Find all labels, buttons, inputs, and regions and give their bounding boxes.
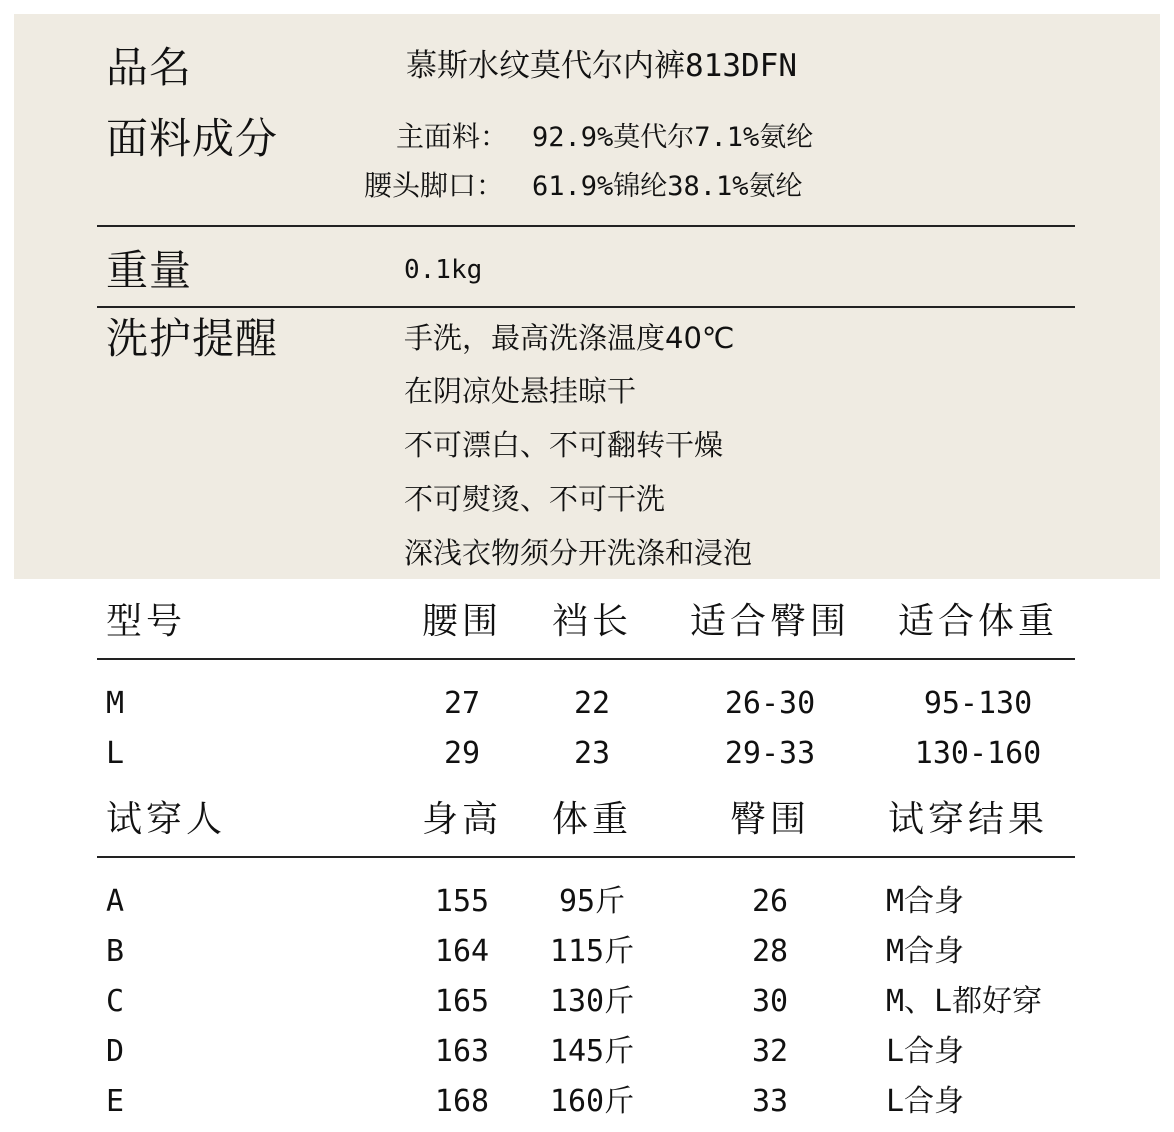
trial-header-result: 试穿结果: [888, 799, 1049, 840]
size-cell-rise: 23: [573, 736, 611, 771]
size-header-waist: 腰围: [421, 601, 502, 642]
weight-label: 重量: [106, 246, 193, 295]
trial-cell-person: B: [106, 934, 125, 969]
care-item: 不可熨烫、不可干洗: [404, 482, 666, 516]
fabric-label: 面料成分: [106, 114, 279, 163]
trial-cell-weight: 115斤: [549, 934, 635, 969]
trial-cell-result: M合身: [886, 934, 965, 969]
size-table-divider: [97, 658, 1075, 660]
trial-cell-result: M合身: [886, 884, 965, 919]
size-cell-weight: 95-130: [923, 686, 1033, 721]
size-cell-weight: 130-160: [914, 736, 1042, 771]
care-label: 洗护提醒: [106, 314, 279, 363]
size-header-weight: 适合体重: [897, 601, 1058, 642]
divider-2: [97, 306, 1075, 308]
trial-cell-person: A: [106, 884, 125, 919]
trial-cell-hip: 33: [751, 1084, 789, 1119]
care-item: 手洗，最高洗涤温度40℃: [404, 321, 735, 355]
trial-table-divider: [97, 856, 1075, 858]
trial-cell-weight: 130斤: [549, 984, 635, 1019]
trial-cell-height: 163: [434, 1034, 490, 1069]
trial-cell-result: L合身: [886, 1034, 965, 1069]
trial-cell-height: 165: [434, 984, 490, 1019]
care-item: 不可漂白、不可翻转干燥: [404, 428, 724, 462]
care-item: 在阴凉处悬挂晾干: [404, 374, 637, 408]
fabric-waist-value: 61.9%锦纶38.1%氨纶: [532, 171, 803, 202]
trial-cell-person: E: [106, 1084, 125, 1119]
size-header-hip: 适合臀围: [689, 601, 850, 642]
trial-cell-weight: 145斤: [549, 1034, 635, 1069]
size-cell-waist: 27: [443, 686, 481, 721]
name-value: 慕斯水纹莫代尔内裤813DFN: [406, 48, 797, 84]
weight-value: 0.1kg: [404, 255, 483, 285]
size-header-model: 型号: [106, 601, 187, 642]
size-cell-waist: 29: [443, 736, 481, 771]
name-label: 品名: [106, 43, 193, 92]
trial-header-height: 身高: [421, 799, 502, 840]
trial-cell-height: 168: [434, 1084, 490, 1119]
size-cell-model: L: [106, 736, 125, 771]
size-cell-rise: 22: [573, 686, 611, 721]
fabric-main-value: 92.9%莫代尔7.1%氨纶: [532, 122, 814, 153]
care-item: 深浅衣物须分开洗涤和浸泡: [404, 536, 753, 570]
size-header-rise: 裆长: [551, 601, 632, 642]
trial-cell-weight: 160斤: [549, 1084, 635, 1119]
trial-header-person: 试穿人: [106, 799, 227, 840]
trial-cell-weight: 95斤: [558, 884, 626, 919]
trial-cell-result: L合身: [886, 1084, 965, 1119]
divider-1: [97, 225, 1075, 227]
trial-header-hip: 臀围: [729, 799, 810, 840]
trial-cell-person: C: [106, 984, 125, 1019]
trial-cell-height: 155: [434, 884, 490, 919]
trial-cell-result: M、L都好穿: [886, 984, 1043, 1019]
trial-cell-hip: 30: [751, 984, 789, 1019]
size-cell-hip: 29-33: [724, 736, 816, 771]
size-cell-hip: 26-30: [724, 686, 816, 721]
trial-cell-hip: 26: [751, 884, 789, 919]
fabric-waist-label: 腰头脚口：: [364, 169, 505, 202]
fabric-main-label: 主面料：: [396, 120, 509, 153]
size-cell-model: M: [106, 686, 125, 721]
trial-header-weight: 体重: [551, 799, 632, 840]
trial-cell-hip: 28: [751, 934, 789, 969]
trial-cell-hip: 32: [751, 1034, 789, 1069]
trial-cell-person: D: [106, 1034, 125, 1069]
trial-cell-height: 164: [434, 934, 490, 969]
